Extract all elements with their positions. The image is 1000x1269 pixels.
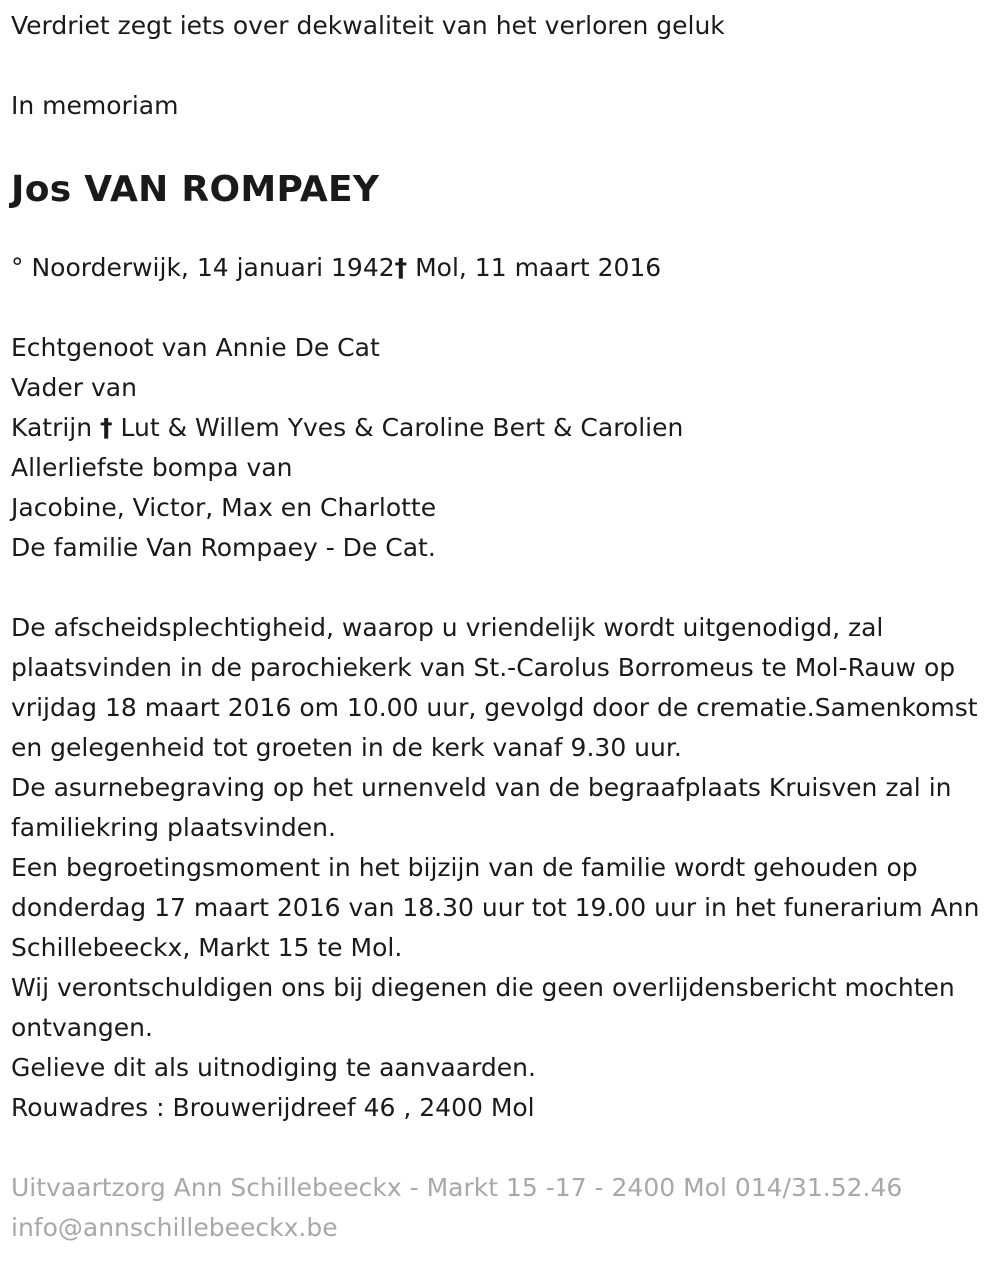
family-name-line: De familie Van Rompaey - De Cat. bbox=[11, 533, 436, 562]
company-email: info@annschillebeeckx.be bbox=[11, 1213, 338, 1242]
deceased-name: Jos VAN ROMPAEY bbox=[11, 169, 380, 210]
motto: Verdriet zegt iets over dekwaliteit van het verloren geluk bbox=[11, 11, 725, 40]
funeral-company: Uitvaartzorg Ann Schillebeeckx - Markt 15 -17 - 2400 Mol 014/31.52.46 bbox=[11, 1173, 903, 1202]
burial-paragraph: De asurnebegraving op het urnenveld van de begraafplaats Kruisven zal in familiekring plaatsvinden. bbox=[11, 773, 952, 842]
farewell-paragraph: De afscheidsplechtigheid, waarop u vriendelijk wordt uitgenodigd, zal plaatsvinden in de parochiekerk van St.-Carolus Borromeus te Mol-Rauw op vrijdag 18 maart 2016 om 10.00 uur, gevolgd door de crematie.Samenkomst en gelegenheid tot groeten in de kerk vanaf 9.30 uur. bbox=[11, 613, 978, 762]
death-date: Mol, 11 maart 2016 bbox=[407, 253, 662, 282]
apology-paragraph: Wij verontschuldigen ons bij diegenen die geen overlijdensbericht mochten ontvangen. bbox=[11, 973, 955, 1042]
greeting-paragraph: Een begroetingsmoment in het bijzijn van de familie wordt gehouden op donderdag 17 maart 2016 van 18.30 uur tot 19.00 uur in het funerarium Ann Schillebeeckx, Markt 15 te Mol. bbox=[11, 853, 980, 962]
invitation-paragraph: Gelieve dit als uitnodiging te aanvaarden. bbox=[11, 1053, 536, 1082]
birth-date: ° Noorderwijk, 14 januari 1942 bbox=[11, 253, 395, 282]
grandchildren-line: Jacobine, Victor, Max en Charlotte bbox=[11, 493, 437, 522]
ceremony-section bbox=[11, 608, 989, 1128]
child-first: Katrijn bbox=[11, 413, 101, 442]
children-rest: Lut & Willem Yves & Caroline Bert & Carolien bbox=[112, 413, 684, 442]
spouse-line: Echtgenoot van Annie De Cat bbox=[11, 333, 380, 362]
father-of-line: Vader van bbox=[11, 373, 137, 402]
children-line bbox=[11, 408, 989, 448]
footer bbox=[11, 1168, 989, 1248]
obituary-document bbox=[11, 0, 989, 1248]
cross-icon: † bbox=[100, 413, 113, 442]
family-section bbox=[11, 328, 989, 568]
in-memoriam-heading: In memoriam bbox=[11, 91, 179, 120]
grandfather-line: Allerliefste bompa van bbox=[11, 453, 293, 482]
birth-death-dates bbox=[11, 248, 989, 288]
mourning-address: Rouwadres : Brouwerijdreef 46 , 2400 Mol bbox=[11, 1093, 535, 1122]
cross-icon: † bbox=[394, 253, 408, 282]
